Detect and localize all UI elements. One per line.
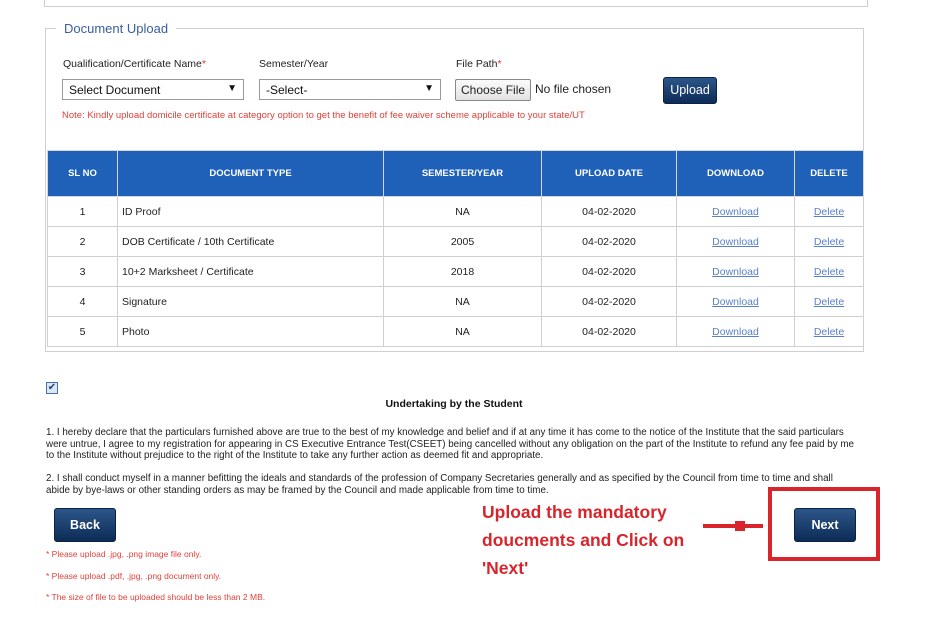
cell-delete xyxy=(795,197,864,227)
cell-delete xyxy=(795,317,864,347)
footnote-file-size: * The size of file to be uploaded should be less than 2 MB. xyxy=(46,592,266,602)
qualification-select-value: Select Document xyxy=(69,83,161,97)
cell-sl-no: 4 xyxy=(48,287,118,317)
cell-document-type: Photo xyxy=(118,317,384,347)
next-button[interactable]: Next xyxy=(794,508,856,542)
cell-semester: NA xyxy=(384,197,542,227)
cell-download xyxy=(677,287,795,317)
chevron-down-icon: ▼ xyxy=(227,83,237,94)
cell-download xyxy=(677,227,795,257)
annotation-line-2: doucments and Click on xyxy=(482,530,685,550)
header-delete: DELETE xyxy=(795,151,864,197)
cell-document-type: DOB Certificate / 10th Certificate xyxy=(118,227,384,257)
footnote-document-types: * Please upload .pdf, .jpg, .png document only. xyxy=(46,571,222,581)
annotation-line-3: 'Next' xyxy=(482,558,529,578)
table-row xyxy=(48,257,864,287)
header-sl-no: SL NO xyxy=(48,151,118,197)
cell-delete xyxy=(795,257,864,287)
download-link[interactable]: Download xyxy=(712,205,759,218)
cell-semester: NA xyxy=(384,317,542,347)
annotation-arrow-head xyxy=(735,521,745,531)
cell-upload-date: 04-02-2020 xyxy=(542,197,677,227)
semester-select-value: -Select- xyxy=(266,83,308,97)
chevron-down-icon: ▼ xyxy=(424,83,434,94)
instruction-annotation xyxy=(482,498,722,582)
table-row xyxy=(48,287,864,317)
domicile-note: Note: Kindly upload domicile certificate at category option to get the benefit of fee waiver scheme applicable to your state/UT xyxy=(62,110,585,121)
semester-label: Semester/Year xyxy=(259,58,329,70)
download-link[interactable]: Download xyxy=(712,295,759,308)
cell-semester: 2005 xyxy=(384,227,542,257)
delete-link[interactable]: Delete xyxy=(813,205,845,218)
cell-semester: 2018 xyxy=(384,257,542,287)
documents-table xyxy=(47,150,864,347)
file-path-label: File Path* xyxy=(456,58,502,70)
table-row xyxy=(48,317,864,347)
no-file-chosen-text: No file chosen xyxy=(535,82,612,96)
header-upload-date: UPLOAD DATE xyxy=(542,151,677,197)
header-semester-year: SEMESTER/YEAR xyxy=(384,151,542,197)
cell-sl-no: 5 xyxy=(48,317,118,347)
cell-document-type: ID Proof xyxy=(118,197,384,227)
upload-button[interactable]: Upload xyxy=(663,77,717,104)
delete-link[interactable]: Delete xyxy=(813,235,845,248)
cell-sl-no: 1 xyxy=(48,197,118,227)
qualification-label: Qualification/Certificate Name* xyxy=(63,58,206,70)
back-button[interactable]: Back xyxy=(54,508,116,542)
cell-document-type: 10+2 Marksheet / Certificate xyxy=(118,257,384,287)
annotation-arrow xyxy=(703,524,763,528)
cell-download xyxy=(677,197,795,227)
qualification-select[interactable] xyxy=(62,79,244,100)
cell-document-type: Signature xyxy=(118,287,384,317)
cell-semester: NA xyxy=(384,287,542,317)
cell-delete xyxy=(795,227,864,257)
header-document-type: DOCUMENT TYPE xyxy=(118,151,384,197)
cell-upload-date: 04-02-2020 xyxy=(542,257,677,287)
delete-link[interactable]: Delete xyxy=(813,295,845,308)
undertaking-checkbox[interactable]: ✔ xyxy=(47,382,57,393)
semester-select[interactable] xyxy=(259,79,441,100)
table-row xyxy=(48,227,864,257)
section-legend: Document Upload xyxy=(64,21,169,36)
annotation-line-1: Upload the mandatory xyxy=(482,502,667,522)
cell-download xyxy=(677,257,795,287)
cell-sl-no: 2 xyxy=(48,227,118,257)
next-highlight-box xyxy=(768,487,880,561)
header-download: DOWNLOAD xyxy=(677,151,795,197)
footnote-image-types: * Please upload .jpg, .png image file only. xyxy=(46,549,202,559)
cell-sl-no: 3 xyxy=(48,257,118,287)
delete-link[interactable]: Delete xyxy=(813,265,845,278)
cell-upload-date: 04-02-2020 xyxy=(542,227,677,257)
undertaking-paragraph-1: 1. I hereby declare that the particulars furnished above are true to the best of my knowledge and belief and if at any time it has come to the notice of the Institute that the said particulars were untrue, I agree to my registration for appearing in CS Executive Entrance Test(CSEET) being cancelled without any obligation on the part of the Institute to refund any fee paid by me to the Institute without prejudice to the right of the Institute to take any further action as deemed fit and appropriate. xyxy=(46,427,854,461)
previous-section-border xyxy=(44,0,868,7)
undertaking-paragraph-2: 2. I shall conduct myself in a manner befitting the ideals and standards of the profession of Company Secretaries generally and as specified by the Council from time to time and shall abide by bye-laws or other standing orders as may be framed by the Council and made applicable from time to time. xyxy=(46,473,833,496)
download-link[interactable]: Download xyxy=(712,265,759,278)
download-link[interactable]: Download xyxy=(712,235,759,248)
choose-file-button[interactable]: Choose File xyxy=(455,79,531,101)
cell-download xyxy=(677,317,795,347)
cell-upload-date: 04-02-2020 xyxy=(542,317,677,347)
table-header-row xyxy=(48,151,864,197)
table-row xyxy=(48,197,864,227)
download-link[interactable]: Download xyxy=(712,325,759,338)
undertaking-title: Undertaking by the Student xyxy=(385,398,523,410)
cell-delete xyxy=(795,287,864,317)
delete-link[interactable]: Delete xyxy=(813,325,845,338)
cell-upload-date: 04-02-2020 xyxy=(542,287,677,317)
